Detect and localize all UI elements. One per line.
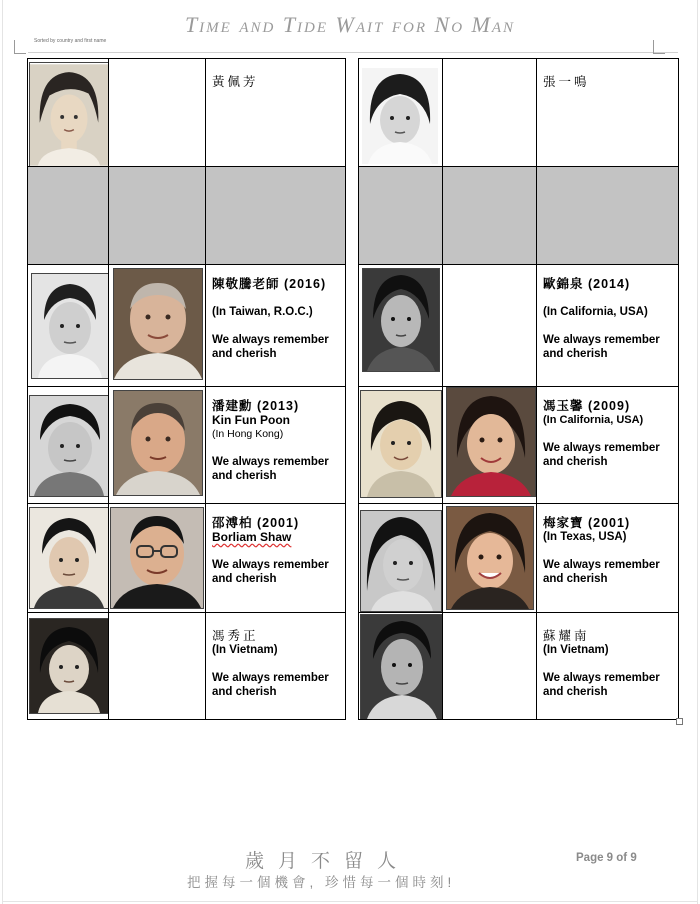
gray-cell bbox=[443, 167, 537, 265]
page-number: Page 9 of 9 bbox=[576, 852, 637, 864]
person-name: 黃佩芳 bbox=[212, 75, 259, 89]
person-name: 馮秀正 bbox=[212, 629, 259, 643]
photo-cell bbox=[443, 387, 537, 504]
person-name: 蘇耀南 bbox=[543, 629, 590, 643]
margin-mark bbox=[14, 53, 26, 54]
photo-cell bbox=[28, 265, 109, 387]
portrait-photo[interactable] bbox=[360, 390, 442, 498]
text-cell bbox=[206, 504, 346, 613]
remember-text bbox=[212, 333, 345, 361]
margin-mark bbox=[14, 40, 15, 54]
table-row-gray bbox=[28, 167, 346, 265]
footer-subtitle: 把握每一個機會, 珍惜每一個時刻! bbox=[187, 875, 456, 890]
table-row bbox=[359, 387, 679, 504]
remember-text bbox=[543, 558, 678, 586]
remember-line: We always remember bbox=[543, 672, 660, 684]
table-row bbox=[359, 265, 679, 387]
photo-cell bbox=[443, 504, 537, 613]
photo-cell bbox=[359, 613, 443, 720]
remember-line: We always remember bbox=[543, 559, 660, 571]
gray-cell bbox=[109, 167, 206, 265]
text-cell bbox=[206, 59, 346, 167]
young-man-portrait-icon bbox=[32, 274, 108, 378]
gray-cell bbox=[206, 167, 346, 265]
remember-text bbox=[212, 455, 345, 483]
person-english-name bbox=[212, 530, 345, 544]
young-woman-portrait-icon bbox=[361, 511, 441, 611]
portrait-photo[interactable] bbox=[113, 268, 203, 380]
remember-line: and cherish bbox=[212, 573, 277, 585]
remember-line: We always remember bbox=[212, 559, 329, 571]
photo-cell bbox=[109, 504, 206, 613]
page-edge-right bbox=[697, 0, 698, 904]
page-edge-bottom bbox=[2, 901, 698, 902]
empty-cell bbox=[443, 265, 537, 387]
location: (In Vietnam) bbox=[543, 644, 609, 656]
young-man-portrait-icon bbox=[30, 508, 108, 608]
sort-note: Sorted by country and first name bbox=[34, 38, 107, 44]
gray-cell bbox=[537, 167, 679, 265]
portrait-photo[interactable] bbox=[29, 62, 109, 167]
table-row bbox=[28, 387, 346, 504]
older-man-glasses-portrait-icon bbox=[111, 508, 203, 608]
person-name: 歐錦泉 (2014) bbox=[543, 277, 631, 291]
young-man-portrait-icon bbox=[363, 269, 439, 371]
young-girl-portrait-icon bbox=[30, 619, 108, 713]
portrait-photo[interactable] bbox=[446, 387, 536, 497]
person-name: 張一鳴 bbox=[543, 75, 590, 89]
young-woman-portrait-icon bbox=[30, 63, 108, 167]
footer-title: 歲月不留人 bbox=[245, 851, 411, 872]
table-row-gray bbox=[359, 167, 679, 265]
person-name: 邵溥柏 (2001) bbox=[212, 516, 300, 530]
photo-cell bbox=[109, 265, 206, 387]
portrait-photo[interactable] bbox=[110, 507, 204, 609]
photo-cell bbox=[359, 265, 443, 387]
empty-cell bbox=[109, 59, 206, 167]
portrait-photo[interactable] bbox=[362, 268, 440, 372]
remember-text bbox=[212, 558, 345, 586]
remember-line: and cherish bbox=[543, 573, 608, 585]
portrait-photo[interactable] bbox=[29, 507, 109, 609]
portrait-photo[interactable] bbox=[446, 506, 534, 610]
table-row bbox=[359, 613, 679, 720]
location: (In Vietnam) bbox=[212, 644, 278, 656]
text-cell bbox=[537, 613, 679, 720]
remember-text bbox=[212, 671, 345, 699]
remember-line: We always remember bbox=[212, 672, 329, 684]
young-woman-portrait-icon bbox=[362, 68, 438, 164]
empty-cell bbox=[443, 613, 537, 720]
remember-line: and cherish bbox=[543, 348, 608, 360]
text-cell bbox=[537, 387, 679, 504]
empty-cell bbox=[443, 59, 537, 167]
portrait-photo[interactable] bbox=[360, 510, 442, 612]
photo-cell bbox=[359, 387, 443, 504]
table-row bbox=[28, 265, 346, 387]
location: (In California, USA) bbox=[543, 306, 648, 318]
remember-line: and cherish bbox=[543, 686, 608, 698]
remember-line: and cherish bbox=[212, 686, 277, 698]
english-name-text: Borliam Shaw bbox=[212, 530, 292, 544]
remember-line: and cherish bbox=[212, 470, 277, 482]
text-cell bbox=[206, 387, 346, 504]
remember-text bbox=[543, 333, 678, 361]
remember-text bbox=[543, 441, 678, 469]
location: (In Texas, USA) bbox=[543, 531, 627, 543]
table-resize-handle[interactable] bbox=[676, 718, 683, 725]
photo-cell bbox=[359, 59, 443, 167]
page-edge-left bbox=[2, 0, 3, 904]
remember-line: and cherish bbox=[543, 456, 608, 468]
table-row bbox=[28, 504, 346, 613]
location: (In Hong Kong) bbox=[212, 428, 284, 440]
older-man-portrait-icon bbox=[114, 269, 202, 379]
photo-cell bbox=[28, 504, 109, 613]
person-english-name: Kin Fun Poon bbox=[212, 413, 290, 427]
table-row bbox=[28, 613, 346, 720]
text-cell bbox=[537, 265, 679, 387]
older-man-portrait-icon bbox=[114, 391, 202, 495]
table-row bbox=[359, 59, 679, 167]
remember-line: and cherish bbox=[212, 348, 277, 360]
photo-cell bbox=[28, 59, 109, 167]
remember-line: We always remember bbox=[543, 334, 660, 346]
young-man-portrait-icon bbox=[361, 615, 443, 719]
person-name: 陳敬騰老師 (2016) bbox=[212, 277, 327, 291]
empty-cell bbox=[109, 613, 206, 720]
person-name: 潘建勳 (2013) bbox=[212, 399, 300, 413]
photo-cell bbox=[28, 387, 109, 504]
text-cell bbox=[206, 613, 346, 720]
remember-text bbox=[543, 671, 678, 699]
remember-line: We always remember bbox=[543, 442, 660, 454]
photo-cell bbox=[109, 387, 206, 504]
portrait-photo[interactable] bbox=[31, 273, 109, 379]
photo-cell bbox=[359, 504, 443, 613]
page-header-title: Time and Tide Wait for No Man bbox=[184, 12, 516, 37]
older-woman-portrait-icon bbox=[447, 507, 533, 609]
margin-mark bbox=[653, 40, 654, 54]
table-row bbox=[359, 504, 679, 613]
text-cell bbox=[206, 265, 346, 387]
location: (In Taiwan, R.O.C.) bbox=[212, 306, 313, 318]
portrait-photo[interactable] bbox=[360, 614, 443, 720]
portrait-photo[interactable] bbox=[29, 395, 109, 497]
text-cell bbox=[537, 59, 679, 167]
portrait-photo[interactable] bbox=[29, 618, 109, 714]
roster-table-left bbox=[27, 58, 346, 720]
person-name: 馮玉馨 (2009) bbox=[543, 399, 631, 413]
older-woman-portrait-icon bbox=[447, 388, 535, 496]
roster-table-right bbox=[358, 58, 679, 720]
portrait-photo[interactable] bbox=[361, 67, 439, 165]
header-rule bbox=[28, 52, 678, 53]
young-woman-portrait-icon bbox=[361, 391, 441, 497]
young-man-portrait-icon bbox=[30, 396, 108, 496]
photo-cell bbox=[28, 613, 109, 720]
margin-mark bbox=[653, 53, 665, 54]
remember-line: We always remember bbox=[212, 456, 329, 468]
portrait-photo[interactable] bbox=[113, 390, 203, 496]
remember-line: We always remember bbox=[212, 334, 329, 346]
person-name: 梅家寶 (2001) bbox=[543, 516, 631, 530]
location: (In California, USA) bbox=[543, 414, 644, 426]
text-cell bbox=[537, 504, 679, 613]
table-row bbox=[28, 59, 346, 167]
gray-cell bbox=[359, 167, 443, 265]
gray-cell bbox=[28, 167, 109, 265]
